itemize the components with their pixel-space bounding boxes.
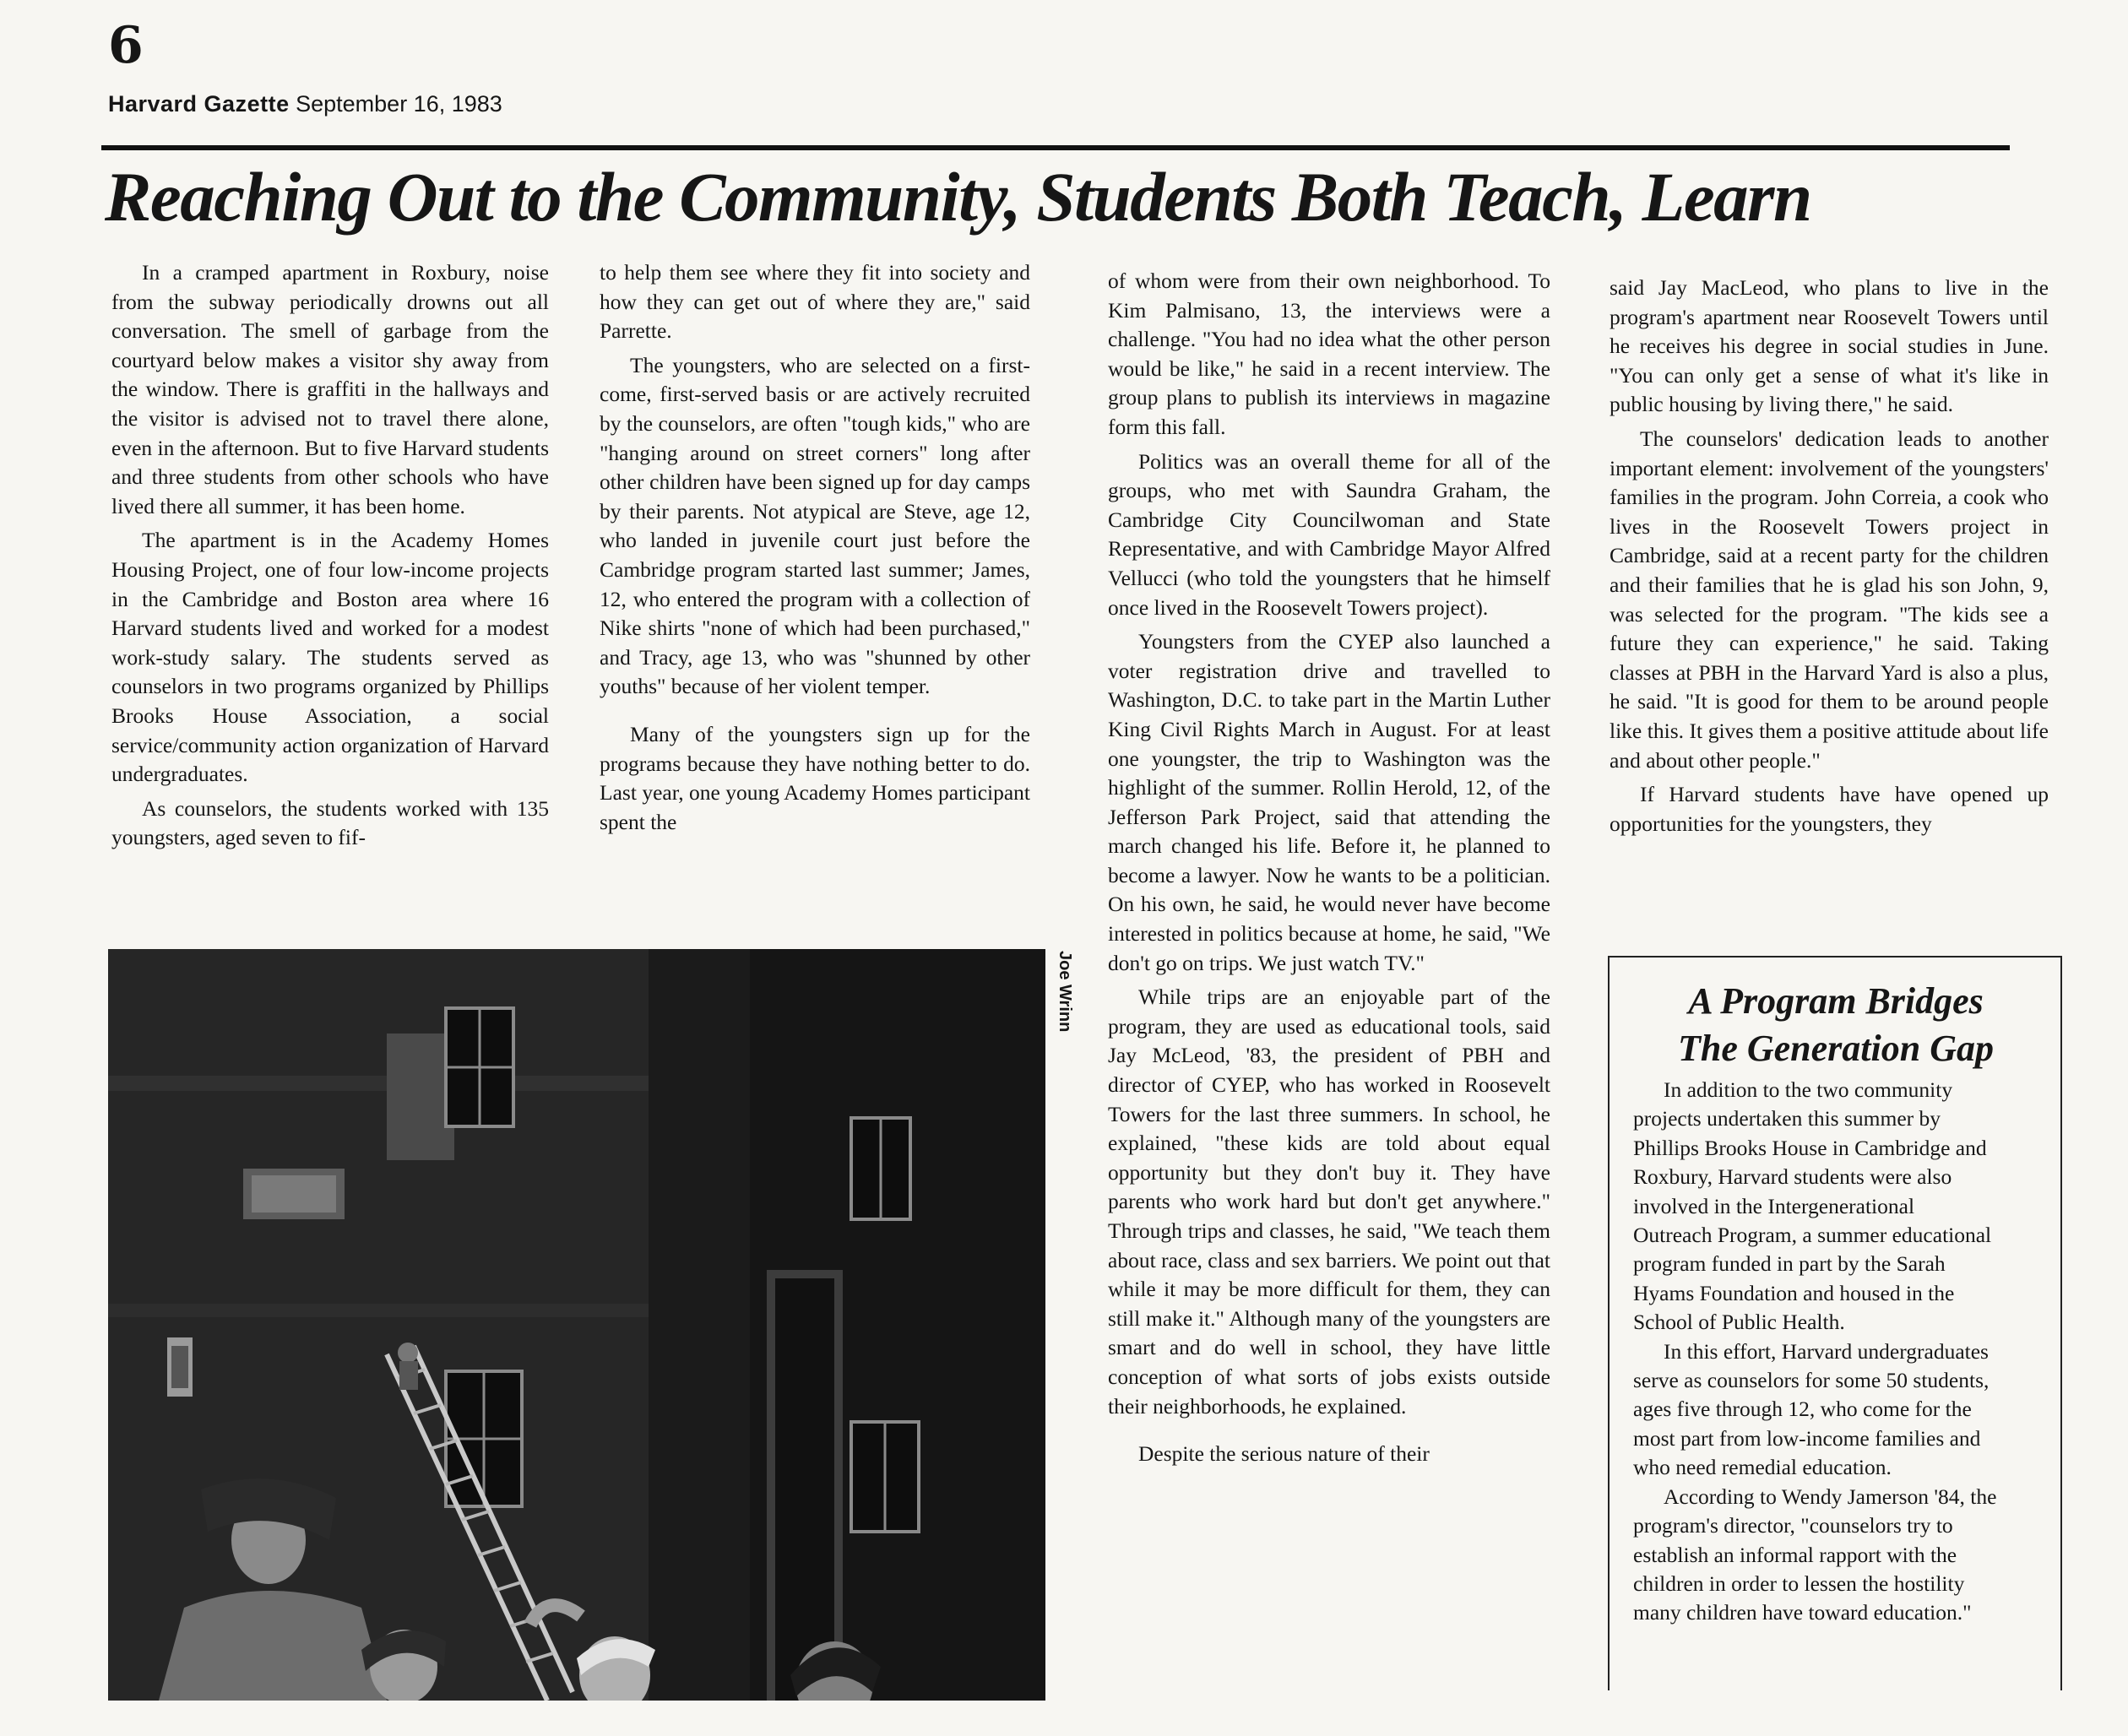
header-rule	[101, 145, 2010, 150]
paragraph: to help them see where they fit into society and how they can get out of where they are," said Parrette.	[600, 260, 1030, 344]
photo-credit: Joe Wrinn	[1056, 951, 1074, 1033]
masthead	[108, 93, 502, 116]
sidebar-paragraph: In this effort, Harvard undergraduates serve as counselors for some 50 students, ages five through 12, who come for the most part from low-income families and who need remedial education.	[1633, 1338, 1990, 1480]
article-column-2	[600, 258, 1030, 842]
article-headline: Reaching Out to the Community, Students Both Teach, Learn	[105, 158, 1811, 236]
paragraph: As counselors, the students worked with 135 youngsters, aged seven to fif-	[111, 795, 549, 850]
article-column-1	[111, 258, 549, 858]
sidebar-title-line-2: The Generation Gap	[1678, 1028, 1994, 1069]
article-column-3	[1108, 267, 1550, 1474]
paragraph: Many of the youngsters sign up for the programs because they have nothing better to do. Last year, one young Academy Homes participant spent the	[600, 721, 1030, 834]
paragraph: said Jay MacLeod, who plans to live in the program's apartment near Roosevelt Towers until he receives his degree in social studies in June. "You can only get a sense of what it's like in public housing by living there," he said.	[1610, 275, 2049, 417]
page-number: 6	[108, 16, 144, 75]
housing-project-photo	[108, 949, 1045, 1701]
paragraph: In a cramped apartment in Roxbury, noise from the subway periodically drowns out all conversation. The smell of garbage from the courtyard below makes a visitor shy away from the window. There is graffiti in the hallways and the visitor is advised not to travel there alone, even in the afternoon. But to five Harvard students and three students from other schools who have lived there all summer, it has been home.	[111, 260, 549, 518]
article-column-4	[1610, 274, 2049, 844]
paragraph: The counselors' dedication leads to another important element: involvement of the youngsters' families in the program. John Correia, a cook who lives in the Roosevelt Towers project in Cambridge, said at a recent party for the children and their families that he is glad his son John, 9, was selected for the program. "The kids see a future they can experience," he said. Taking classes at PBH in the Harvard Yard is also a plus, he said. "It is good for them to be around people like this. It gives them a positive attitude about life and about other people."	[1610, 426, 2049, 773]
paragraph: Youngsters from the CYEP also launched a voter registration drive and travelled to Washington, D.C. to take part in the Martin Luther King Civil Rights March in August. For at least one youngster, the trip to Washington was the highlight of the summer. Rollin Herold, 12, of the Jefferson Park Project, said that attending the march changed his life. Before it, he planned to become a lawyer. Now he wants to be a politician. On his own, he said, he would never have become interested in politics because at home, he said, "We don't go on trips. We just watch TV."	[1108, 629, 1550, 975]
sidebar-paragraph: In addition to the two community projects undertaken this summer by Phillips Brooks House in Cambridge and Roxbury, Harvard students were also involved in the Intergenerational Outreach Program, a summer educational program funded in part by the Sarah Hyams Foundation and housed in the School of Public Health.	[1633, 1077, 1992, 1335]
sidebar-paragraph: According to Wendy Jamerson '84, the program's director, "counselors try to establish an informal rapport with the children in order to lessen the hostility many children have toward education."	[1633, 1484, 1997, 1625]
publication-name: Harvard Gazette	[108, 91, 290, 117]
issue-date: September 16, 1983	[296, 91, 502, 117]
article-photo	[108, 949, 1045, 1701]
paragraph: While trips are an enjoyable part of the program, they are used as educational tools, said Jay McLeod, '83, the president of PBH and director of CYEP, who has worked in Roosevelt Towers for the last three summers. In school, he explained, "these kids are told about equal opportunity but they don't buy it. They have parents who work hard but don't get anywhere." Through trips and classes, he said, "We teach them about race, class and sex barriers. We point out that while it may be more difficult for them, they can still make it." Although many of the youngsters are smart and do well in school, they have little conception of what sorts of jobs exists outside their neighborhoods, he explained.	[1108, 985, 1550, 1419]
paragraph: Despite the serious nature of their	[1138, 1441, 1430, 1467]
paragraph: The apartment is in the Academy Homes Housing Project, one of four low-income projects in the Cambridge and Boston area where 16 Harvard students lived and worked for a modest work-study salary. The students served as counselors in two programs organized by Phillips Brooks House Association, a social service/community action organization of Harvard undergraduates.	[111, 528, 549, 787]
paragraph: of whom were from their own neighborhood. To Kim Palmisano, 13, the interviews were a challenge. "You had no idea what the other person would be like," he said in a recent interview. The group plans to publish its interviews in magazine form this fall.	[1108, 269, 1550, 439]
paragraph: The youngsters, who are selected on a first-come, first-served basis or are actively recruited by the counselors, are often "tough kids," who are "hanging around on street corners" long after other children have been signed up for day camps by their parents. Not atypical are Steve, age 12, who landed in juvenile court just before the Cambridge program started last summer; James, 12, who entered the program with a collection of Nike shirts "none of which had been purchased," and Tracy, age 13, who was "shunned by other youths" because of her violent temper.	[600, 352, 1030, 699]
sidebar-box	[1608, 956, 2062, 1690]
paragraph: Politics was an overall theme for all of the groups, who met with Saundra Graham, the Cambridge City Councilwoman and State Representative, and with Cambridge Mayor Alfred Vellucci (who told the youngsters that he himself once lived in the Roosevelt Towers project).	[1108, 448, 1550, 620]
sidebar-title	[1628, 978, 2044, 1072]
paragraph: If Harvard students have have opened up opportunities for the youngsters, they	[1610, 782, 2049, 836]
sidebar-title-line-1: A Program Bridges	[1688, 980, 1984, 1022]
sidebar-body	[1628, 1076, 2044, 1628]
